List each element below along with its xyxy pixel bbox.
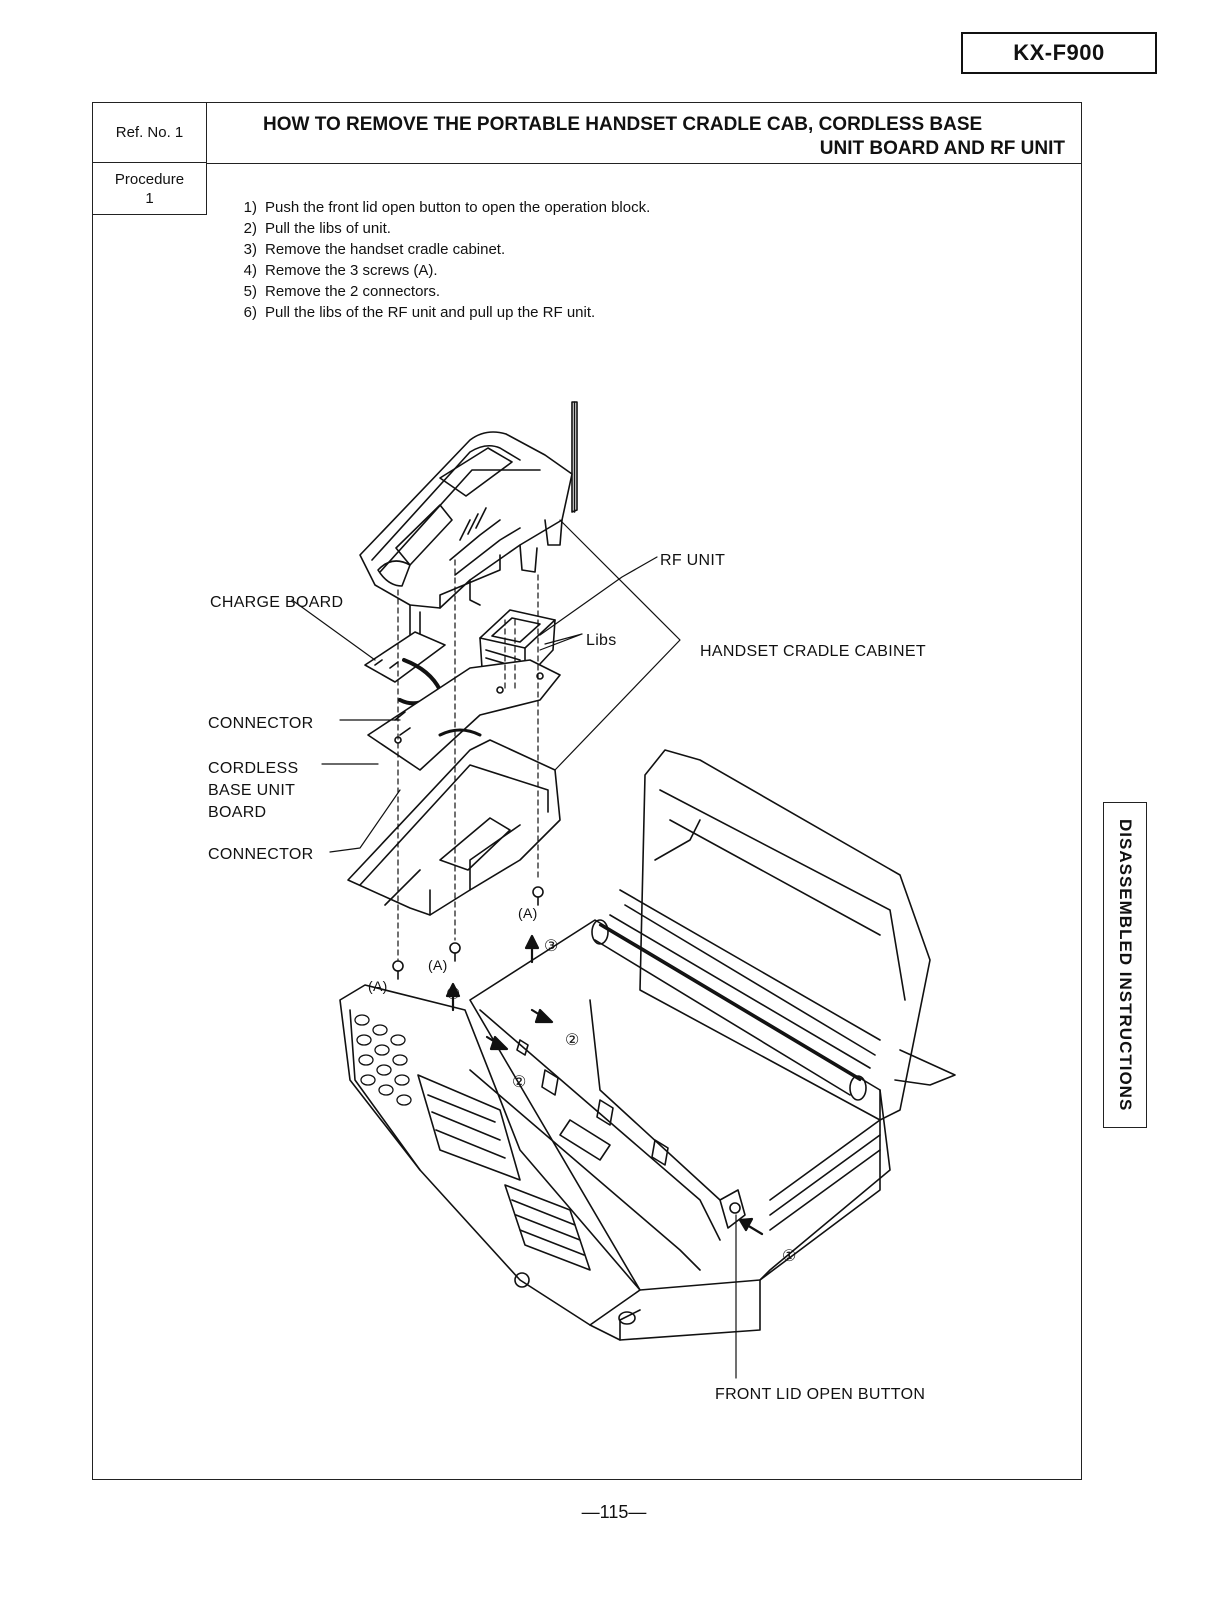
label-charge-board: CHARGE BOARD [210,594,344,611]
label-step-3: ③ [446,986,461,1003]
label-cordless-base-unit-board: CORDLESS BASE UNIT BOARD [208,760,299,821]
procedure-number: 1 [145,189,154,207]
label-step-3: ③ [544,938,559,955]
step-item: 5) Remove the 2 connectors. [243,283,441,300]
label-screw-a: (A) [368,978,388,994]
label-handset-cradle-cabinet: HANDSET CRADLE CABINET [700,643,926,660]
step-item: 3) Remove the handset cradle cabinet. [243,241,506,258]
label-screw-a: (A) [518,905,538,921]
label-step-2: ② [512,1074,527,1091]
title-line-2: UNIT BOARD AND RF UNIT [819,138,1065,159]
ref-number: Ref. No. 1 [93,103,207,163]
page-number: —115— [581,1502,647,1522]
handset-cradle-cabinet [360,402,577,640]
label-screw-a: (A) [428,957,448,973]
label-connector-1: CONNECTOR [208,715,314,732]
step-item: 2) Pull the libs of unit. [243,220,391,237]
step-item: 1) Push the front lid open button to open the operation block. [243,199,651,216]
step-item: 6) Pull the libs of the RF unit and pull up the RF unit. [243,304,596,321]
label-connector-2: CONNECTOR [208,846,314,863]
side-tab [1103,802,1147,1128]
procedure-label: Procedure [114,170,185,188]
title-line-1: HOW TO REMOVE THE PORTABLE HANDSET CRADLE CAB, CORDLESS BASE [263,114,983,135]
base-tray [348,740,560,915]
model-number: KX-F900 [961,32,1157,74]
label-front-lid-open-button: FRONT LID OPEN BUTTON [715,1386,926,1403]
side-tab-label: DISASSEMBLED INSTRUCTIONS [1116,818,1135,1112]
label-libs: Libs [586,632,617,649]
label-step-1: ① [782,1248,797,1265]
label-step-2: ② [565,1032,580,1049]
step-item: 4) Remove the 3 screws (A). [243,262,438,279]
label-rf-unit: RF UNIT [660,552,726,569]
